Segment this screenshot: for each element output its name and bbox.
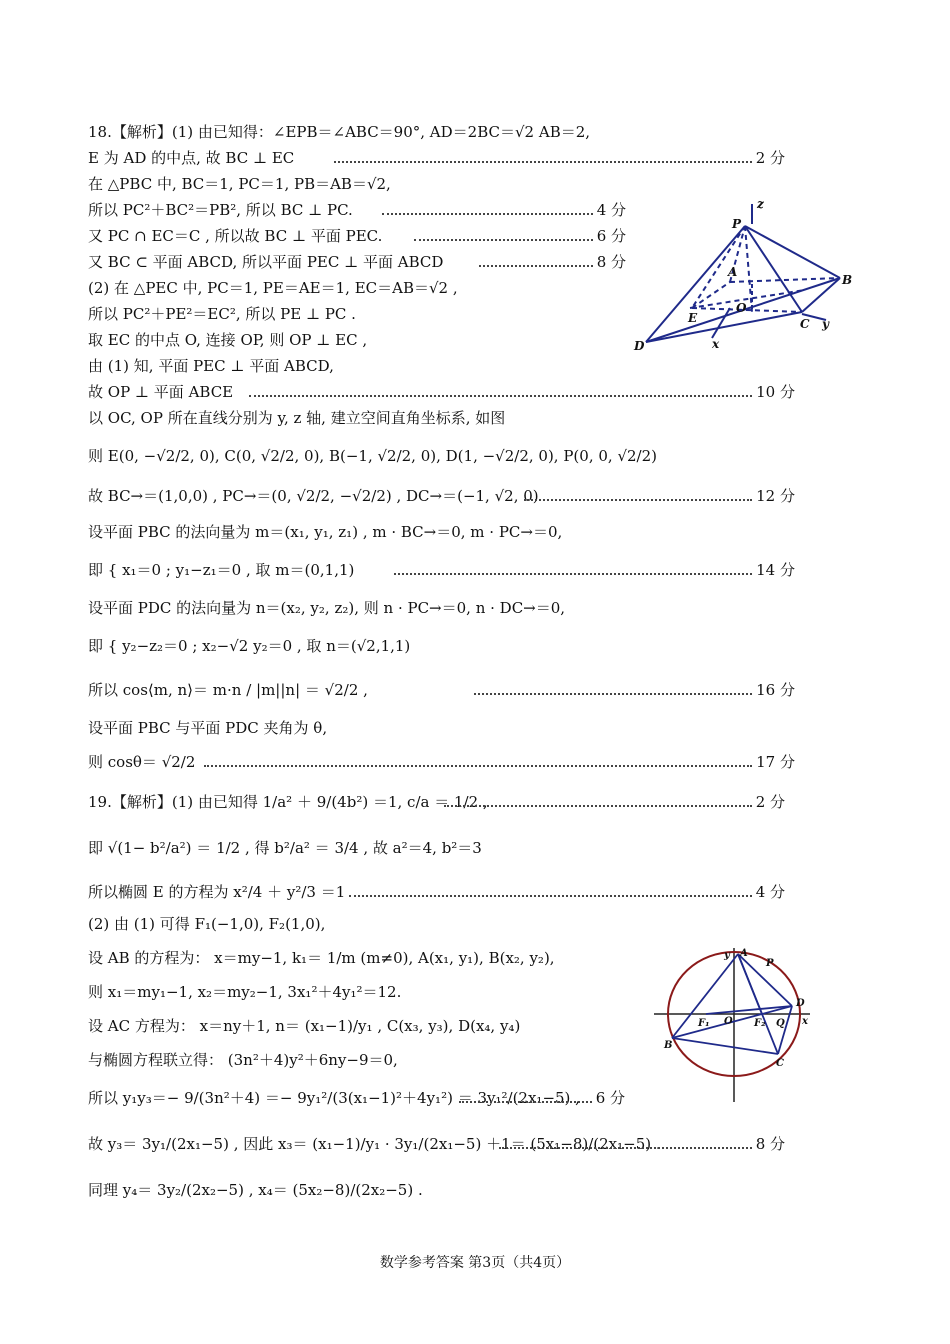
q18-line-1: 18.【解析】(1) 由已知得：∠EPB＝∠ABC＝90°, AD＝2BC＝√2 AB＝2, xyxy=(88,123,591,141)
fig1-label: A xyxy=(728,265,738,279)
q18-line-20: 设平面 PBC 与平面 PDC 夹角为 θ, xyxy=(88,719,328,737)
fig1-label: B xyxy=(842,273,853,287)
fig1-label: C xyxy=(800,317,810,331)
q18-line-21: 则 cosθ＝ √2/2 xyxy=(88,753,196,771)
q18-line-13: 则 E(0, −√2/2, 0), C(0, √2/2, 0), B(−1, √2/2, 0), D(1, −√2/2, 0), P(0, 0, √2/2) xyxy=(88,447,657,465)
q18-leader-8 xyxy=(470,680,795,700)
score: 14 分 xyxy=(756,561,795,579)
q19-leader-3 xyxy=(455,1088,625,1108)
score: 10 分 xyxy=(756,383,795,401)
fig2-label: C xyxy=(776,1058,784,1069)
score: 4 分 xyxy=(755,883,785,901)
score: 17 分 xyxy=(756,753,795,771)
q19-line-11: 同理 y₄＝ 3y₂/(2x₂−5) , x₄＝ (5x₂−8)/(2x₂−5) . xyxy=(88,1181,423,1199)
fig2-label: D xyxy=(796,998,805,1009)
fig2-label: x xyxy=(802,1016,808,1027)
q18-line-12: 以 OC, OP 所在直线分别为 y, z 轴, 建立空间直角坐标系, 如图 xyxy=(88,409,506,427)
q18-leader-5 xyxy=(245,382,795,402)
fig1-label: E xyxy=(688,311,698,325)
q18-leader-3 xyxy=(410,226,626,246)
fig2-label: A xyxy=(740,948,748,959)
q18-line-14: 故 BC→＝(1,0,0) , PC→＝(0, √2/2, −√2/2) , DC→＝(−1, √2, 0) xyxy=(88,487,539,505)
q19-leader-1 xyxy=(440,792,785,812)
q18-leader-6 xyxy=(520,486,795,506)
q18-line-4: 所以 PC²＋BC²＝PB², 所以 BC ⊥ PC. xyxy=(88,201,353,219)
ellipse-figure xyxy=(640,940,820,1105)
fig2-label: O xyxy=(724,1016,733,1027)
page-footer: 数学参考答案 第3页（共4页） xyxy=(379,1255,571,1271)
fig2-label: F₁ xyxy=(698,1018,710,1029)
fig2-label: B xyxy=(664,1040,673,1051)
q18-line-8: 所以 PC²＋PE²＝EC², 所以 PE ⊥ PC . xyxy=(88,305,356,323)
fig1-label: O xyxy=(736,301,747,315)
q18-line-9: 取 EC 的中点 O, 连接 OP, 则 OP ⊥ EC , xyxy=(88,331,368,349)
q19-line-2: 即 √(1− b²/a²) ＝ 1/2 , 得 b²/a² ＝ 3/4 , 故 a²＝4, b²＝3 xyxy=(88,839,482,857)
q19-line-7: 设 AC 方程为： x＝ny＋1, n＝ (x₁−1)/y₁ , C(x₃, y₃), D(x₄, y₄) xyxy=(88,1017,521,1035)
fig1-label: z xyxy=(757,197,764,211)
fig1-label: P xyxy=(732,217,742,231)
fig2-label: Q xyxy=(776,1018,785,1029)
q19-line-9: 所以 y₁y₃＝− 9/(3n²＋4) ＝− 9y₁²/(3(x₁−1)²＋4y₁²) ＝ 3y₁²/(2x₁−5) , xyxy=(88,1089,580,1107)
q18-line-18: 即 { y₂−z₂＝0 ; x₂−√2 y₂＝0 , 取 n＝(√2,1,1) xyxy=(88,637,411,655)
q18-leader-9 xyxy=(200,752,795,772)
score: 6 分 xyxy=(595,1089,625,1107)
q19-line-4: (2) 由 (1) 可得 F₁(−1,0), F₂(1,0), xyxy=(88,915,326,933)
q19-line-1: 19.【解析】(1) 由已知得 1/a² ＋ 9/(4b²) ＝1, c/a ＝ 1/2 , xyxy=(88,793,488,811)
q19-line-8: 与椭圆方程联立得： (3n²＋4)y²＋6ny−9＝0, xyxy=(88,1051,398,1069)
q19-line-10: 故 y₃＝ 3y₁/(2x₁−5) , 因此 x₃＝ (x₁−1)/y₁ · 3y₁/(2x₁−5) ＋1＝ (5x₁−8)/(2x₁−5) . xyxy=(88,1135,661,1153)
q18-leader-4 xyxy=(475,252,626,272)
q18-line-5: 又 PC ∩ EC＝C , 所以故 BC ⊥ 平面 PEC. xyxy=(88,227,383,245)
q18-line-3: 在 △PBC 中, BC＝1, PC＝1, PB＝AB＝√2, xyxy=(88,175,391,193)
fig2-label: F₂ xyxy=(754,1018,766,1029)
q19-line-6: 则 x₁＝my₁−1, x₂＝my₂−1, 3x₁²＋4y₁²＝12. xyxy=(88,983,402,1001)
q19-line-3: 所以椭圆 E 的方程为 x²/4 ＋ y²/3 ＝1 xyxy=(88,883,346,901)
score: 8 分 xyxy=(596,253,626,271)
q18-line-10: 由 (1) 知, 平面 PEC ⊥ 平面 ABCD, xyxy=(88,357,334,375)
pyramid-figure xyxy=(630,190,860,360)
fig1-label: x xyxy=(712,337,720,351)
score: 16 分 xyxy=(756,681,795,699)
q18-leader-1 xyxy=(330,148,785,168)
q18-line-7: (2) 在 △PEC 中, PC＝1, PE＝AE＝1, EC＝AB＝√2 , xyxy=(88,279,458,297)
q19-leader-4 xyxy=(495,1134,785,1154)
q18-leader-2 xyxy=(378,200,626,220)
score: 8 分 xyxy=(755,1135,785,1153)
fig1-label: D xyxy=(634,339,645,353)
q18-line-6: 又 BC ⊂ 平面 ABCD, 所以平面 PEC ⊥ 平面 ABCD xyxy=(88,253,444,271)
q18-line-19: 所以 cos⟨m, n⟩＝ m·n / |m||n| ＝ √2/2 , xyxy=(88,681,368,699)
q18-line-16: 即 { x₁＝0 ; y₁−z₁＝0 , 取 m＝(0,1,1) xyxy=(88,561,355,579)
q18-leader-7 xyxy=(390,560,795,580)
score: 2 分 xyxy=(755,793,785,811)
q19-line-5: 设 AB 的方程为： x＝my−1, k₁＝ 1/m (m≠0), A(x₁, y₁), B(x₂, y₂), xyxy=(88,949,555,967)
fig1-label: y xyxy=(822,317,829,331)
q18-line-15: 设平面 PBC 的法向量为 m＝(x₁, y₁, z₁) , m · BC→＝0, m · PC→＝0, xyxy=(88,523,563,541)
score: 4 分 xyxy=(596,201,626,219)
score: 12 分 xyxy=(756,487,795,505)
q18-line-17: 设平面 PDC 的法向量为 n＝(x₂, y₂, z₂), 则 n · PC→＝0, n · DC→＝0, xyxy=(88,599,566,617)
score: 2 分 xyxy=(755,149,785,167)
fig2-label: y xyxy=(724,950,730,961)
q19-leader-2 xyxy=(345,882,785,902)
score: 6 分 xyxy=(596,227,626,245)
q18-line-2: E 为 AD 的中点, 故 BC ⊥ EC xyxy=(88,149,295,167)
fig2-label: P xyxy=(766,958,774,969)
q18-line-11: 故 OP ⊥ 平面 ABCE xyxy=(88,383,234,401)
